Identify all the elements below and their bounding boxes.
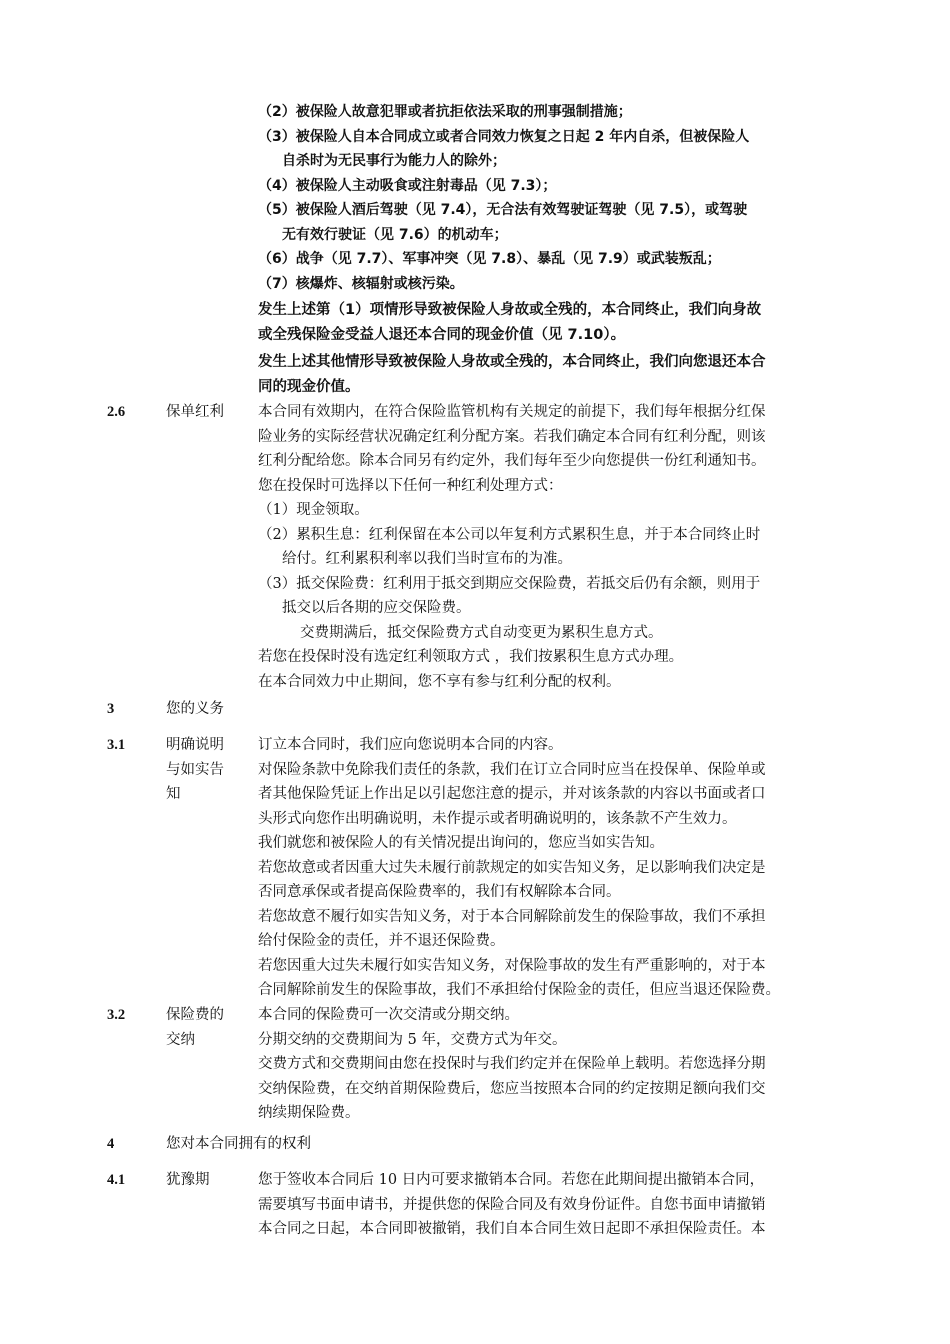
text-line: 纳续期保险费。: [258, 1105, 360, 1121]
exclusion-item-6: （6）战争（见 7.7）、军事冲突（见 7.8）、暴乱（见 7.9）或武装叛乱；: [258, 251, 721, 267]
text-line: 订立本合同时，我们应向您说明本合同的内容。: [258, 737, 563, 753]
text-line: 若您故意或者因重大过失未履行前款规定的如实告知义务，足以影响我们决定是: [258, 859, 766, 876]
text-line: 您于签收本合同后 10 日内可要求撤销本合同。若您在此期间提出撤销本合同，: [258, 1172, 765, 1188]
text-line: 或全残保险金受益人退还本合同的现金价值（见 7.10）。: [258, 326, 626, 343]
text-line: 若您因重大过失未履行如实告知义务，对保险事故的发生有严重影响的，对于本: [258, 957, 766, 974]
section-number: 4: [107, 1136, 115, 1152]
section-body: [258, 733, 848, 1003]
text-line: 本合同之日起，本合同即被撤销，我们自本合同生效日起即不承担保险责任。本: [258, 1221, 766, 1237]
exclusion-paragraph-2: [258, 350, 848, 399]
dividend-option-2: （2）累积生息：红利保留在本公司以年复利方式累积生息，并于本合同终止时: [258, 526, 761, 543]
section-number: 2.6: [107, 404, 126, 420]
text-line: 给付。红利累积利率以我们当时宣布的为准。: [282, 551, 572, 567]
exclusion-item-7: （7）核爆炸、核辐射或核污染。: [258, 275, 464, 292]
text-line: 交纳保险费，在交纳首期保险费后，您应当按照本合同的约定按期足额向我们交: [258, 1080, 766, 1097]
text-line: 发生上述第（1）项情形导致被保险人身故或全残的，本合同终止，我们向身故: [258, 302, 762, 318]
text-line: 给付保险金的责任，并不退还保险费。: [258, 933, 505, 949]
text-line: 抵交以后各期的应交保险费。: [282, 600, 471, 616]
title-line: 明确说明: [166, 737, 224, 753]
text-line: 者其他保险凭证上作出足以引起您注意的提示，并对该条款的内容以书面或者口: [258, 786, 766, 802]
section-number: 3.1: [107, 737, 126, 753]
text-line: 头形式向您作出明确说明，未作提示或者明确说明的，该条款不产生效力。: [258, 810, 737, 827]
text-line: 本合同有效期内，在符合保险监管机构有关规定的前提下，我们每年根据分红保: [258, 404, 766, 420]
section-title: [166, 733, 246, 807]
section-body: [258, 400, 848, 694]
section-title: [166, 1003, 246, 1052]
text-line: 需要填写书面申请书，并提供您的保险合同及有效身份证件。自您书面申请撤销: [258, 1196, 766, 1213]
section-body: [258, 1003, 848, 1126]
text-line: 对保险条款中免除我们责任的条款，我们在订立合同时应当在投保单、保险单或: [258, 761, 766, 778]
text-line: 交费期满后，抵交保险费方式自动变更为累积生息方式。: [300, 624, 663, 641]
exclusions-continuation: [258, 100, 848, 399]
section-title: [166, 400, 246, 425]
exclusion-paragraph-1: [258, 298, 848, 347]
text-line: 在本合同效力中止期间，您不享有参与红利分配的权利。: [258, 673, 621, 690]
section-body: [258, 1168, 848, 1242]
exclusion-item-2: （2）被保险人故意犯罪或者抗拒依法采取的刑事强制措施；: [258, 104, 632, 120]
text-line: 您在投保时可选择以下任何一种红利处理方式：: [258, 477, 563, 494]
title-line: 保险费的: [166, 1007, 224, 1023]
text-line: 若您故意不履行如实告知义务，对于本合同解除前发生的保险事故，我们不承担: [258, 908, 766, 925]
text-line: 本合同的保险费可一次交清或分期交纳。: [258, 1007, 519, 1023]
text-line: 交费方式和交费期间由您在投保时与我们约定并在保险单上载明。若您选择分期: [258, 1056, 766, 1072]
dividend-option-3: （3）抵交保险费：红利用于抵交到期应交保险费，若抵交后仍有余额，则用于: [258, 575, 761, 592]
section-number: 4.1: [107, 1172, 126, 1188]
text-line: 同的现金价值。: [258, 378, 360, 395]
section-number: 3: [107, 701, 115, 717]
section-title: [166, 1168, 246, 1193]
exclusion-item-5-cont: 无有效行驶证（见 7.6）的机动车；: [282, 226, 508, 243]
dividend-option-1: （1）现金领取。: [258, 502, 369, 518]
text-line: 分期交纳的交费期间为 5 年，交费方式为年交。: [258, 1031, 567, 1048]
exclusion-item-3: （3）被保险人自本合同成立或者合同效力恢复之日起 2 年内自杀，但被保险人: [258, 128, 750, 145]
text-line: 若您在投保时没有选定红利领取方式 ，我们按累积生息方式办理。: [258, 649, 684, 665]
text-line: 我们就您和被保险人的有关情况提出询问的，您应当如实告知。: [258, 835, 664, 851]
text-line: 合同解除前发生的保险事故，我们不承担给付保险金的责任，但应当退还保险费。: [258, 982, 780, 998]
text-line: 红利分配给您。除本合同另有约定外，我们每年至少向您提供一份红利通知书。: [258, 453, 766, 469]
exclusion-item-5: （5）被保险人酒后驾驶（见 7.4），无合法有效驾驶证驾驶（见 7.5），或驾驶: [258, 202, 748, 218]
title-line: 保单红利: [166, 404, 224, 420]
section-number: 3.2: [107, 1007, 126, 1023]
text-line: 否同意承保或者提高保险费率的，我们有权解除本合同。: [258, 884, 621, 900]
text-line: 险业务的实际经营状况确定红利分配方案。若我们确定本合同有红利分配，则该: [258, 428, 766, 445]
section-title: 您对本合同拥有的权利: [166, 1136, 311, 1152]
section-title: 您的义务: [166, 701, 224, 717]
text-line: 发生上述其他情形导致被保险人身故或全残的，本合同终止，我们向您退还本合: [258, 354, 766, 370]
exclusion-item-3-cont: 自杀时为无民事行为能力人的除外；: [282, 153, 506, 169]
title-line: 交纳: [166, 1031, 195, 1048]
exclusion-list: [258, 100, 848, 296]
title-line: 知: [166, 786, 181, 802]
exclusion-item-4: （4）被保险人主动吸食或注射毒品（见 7.3）；: [258, 177, 557, 194]
title-line: 犹豫期: [166, 1172, 210, 1188]
title-line: 与如实告: [166, 761, 224, 778]
